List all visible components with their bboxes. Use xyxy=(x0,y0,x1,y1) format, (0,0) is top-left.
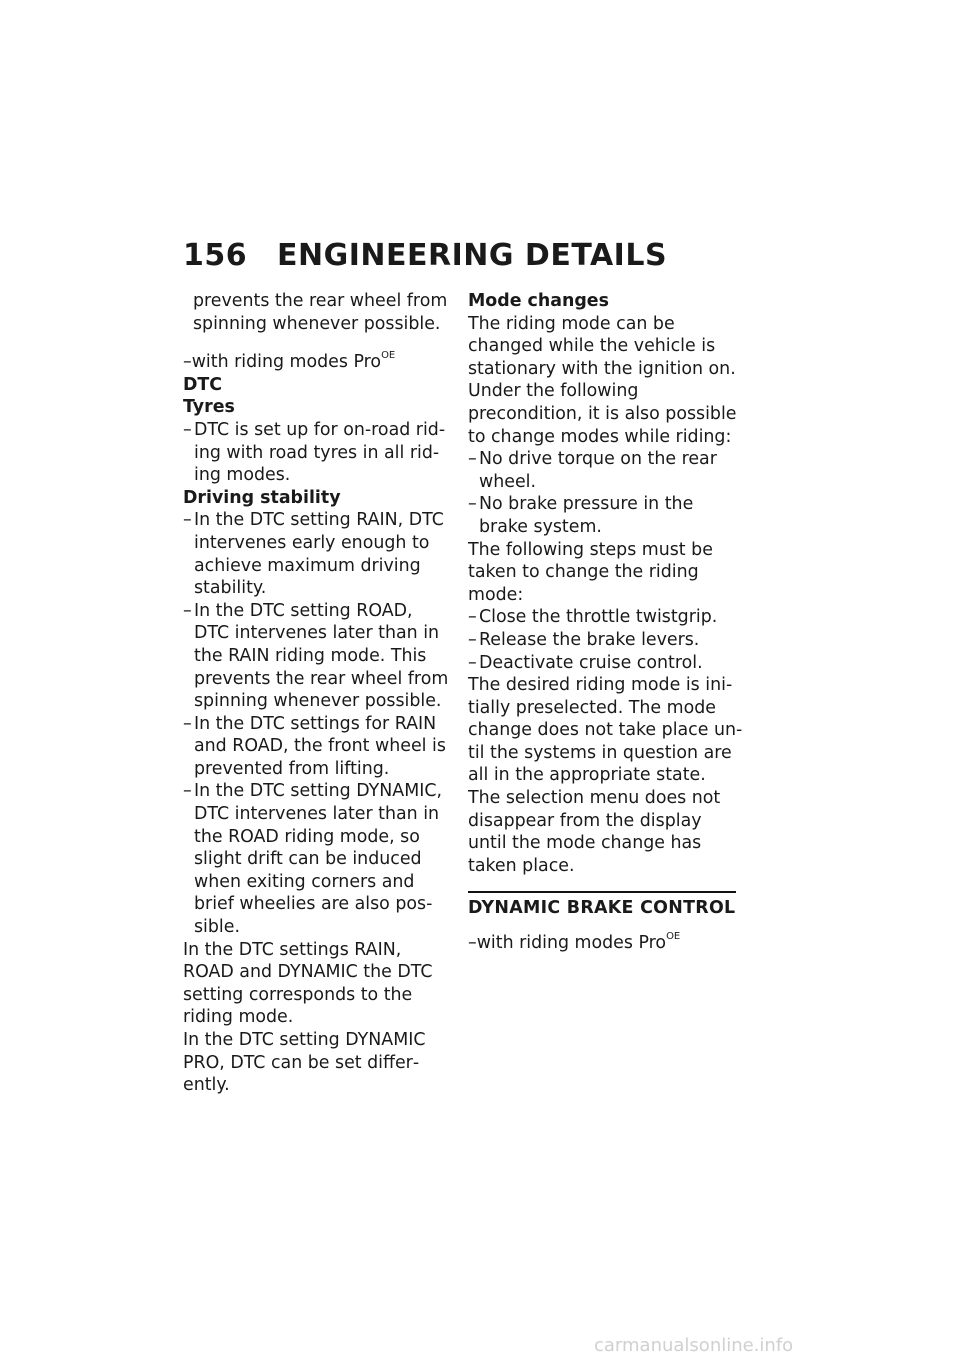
driving-stability-heading: Driving stability xyxy=(183,487,341,508)
steps-intro: The following steps must be taken to change the riding mode: xyxy=(468,539,713,605)
stability-bullet: – In the DTC setting DYNAMIC, DTC intervenes later than in the ROAD riding mode, so slight drift can be induced when exiting corners and brief wheelies are also possible. xyxy=(183,780,453,938)
mode-changes-intro: The riding mode can be changed while the vehicle is stationary with the ignition on. Under the following precondition, it is also possible to change modes while riding: xyxy=(468,313,737,447)
variant-note: –with riding modes Pro$^{OE}$ xyxy=(468,931,681,954)
watermark-text: carmanualsonline.info xyxy=(594,1335,794,1356)
variant-note: –with riding modes Pro$^{OE}$ xyxy=(183,350,396,373)
oe-superscript: OE xyxy=(666,931,681,943)
tyres-bullet: – DTC is set up for on-road riding with road tyres in all riding modes. xyxy=(183,419,453,487)
page-header xyxy=(183,238,667,278)
selection-menu-paragraph: The selection menu does not disappear from the display until the mode change has taken place. xyxy=(468,788,721,876)
mode-changes-heading: Mode changes xyxy=(468,291,609,311)
stability-bullet: – In the DTC settings for RAIN and ROAD, the front wheel is prevented from lifting. xyxy=(183,713,453,781)
left-column xyxy=(183,290,453,1097)
oe-superscript: OE xyxy=(381,350,396,362)
step-bullet: – Deactivate cruise control. xyxy=(468,652,743,675)
step-bullet: – Release the brake levers. xyxy=(468,629,743,652)
section-divider xyxy=(468,891,736,893)
dtc-dynamic-pro-paragraph: In the DTC setting DYNAMIC PRO, DTC can be set differently. xyxy=(183,1030,426,1096)
stability-bullet: – In the DTC setting ROAD, DTC intervenes later than in the RAIN riding mode. This prevents the rear wheel from spinning whenever possible. xyxy=(183,600,453,713)
dtc-heading: DTC xyxy=(183,374,223,395)
step-bullet: – Close the throttle twistgrip. xyxy=(468,606,743,629)
page-number: 156 xyxy=(183,238,248,273)
dynamic-brake-control-heading: DYNAMIC BRAKE CONTROL xyxy=(468,898,736,919)
desired-mode-paragraph: The desired riding mode is initially preselected. The mode change does not take place until the systems in question are all in the appropriate state. xyxy=(468,675,743,786)
tyres-heading: Tyres xyxy=(183,397,235,418)
precondition-bullet: – No brake pressure in the brake system. xyxy=(468,493,743,538)
continued-text: prevents the rear wheel from spinning whenever possible. xyxy=(193,291,448,334)
right-column xyxy=(468,290,743,955)
stability-bullet: – In the DTC setting RAIN, DTC intervenes early enough to achieve maximum driving stability. xyxy=(183,509,453,599)
precondition-bullet: – No drive torque on the rear wheel. xyxy=(468,448,743,493)
dtc-settings-paragraph: In the DTC settings RAIN, ROAD and DYNAMIC the DTC setting corresponds to the riding mode. xyxy=(183,939,433,1028)
chapter-title: ENGINEERING DETAILS xyxy=(277,238,668,273)
